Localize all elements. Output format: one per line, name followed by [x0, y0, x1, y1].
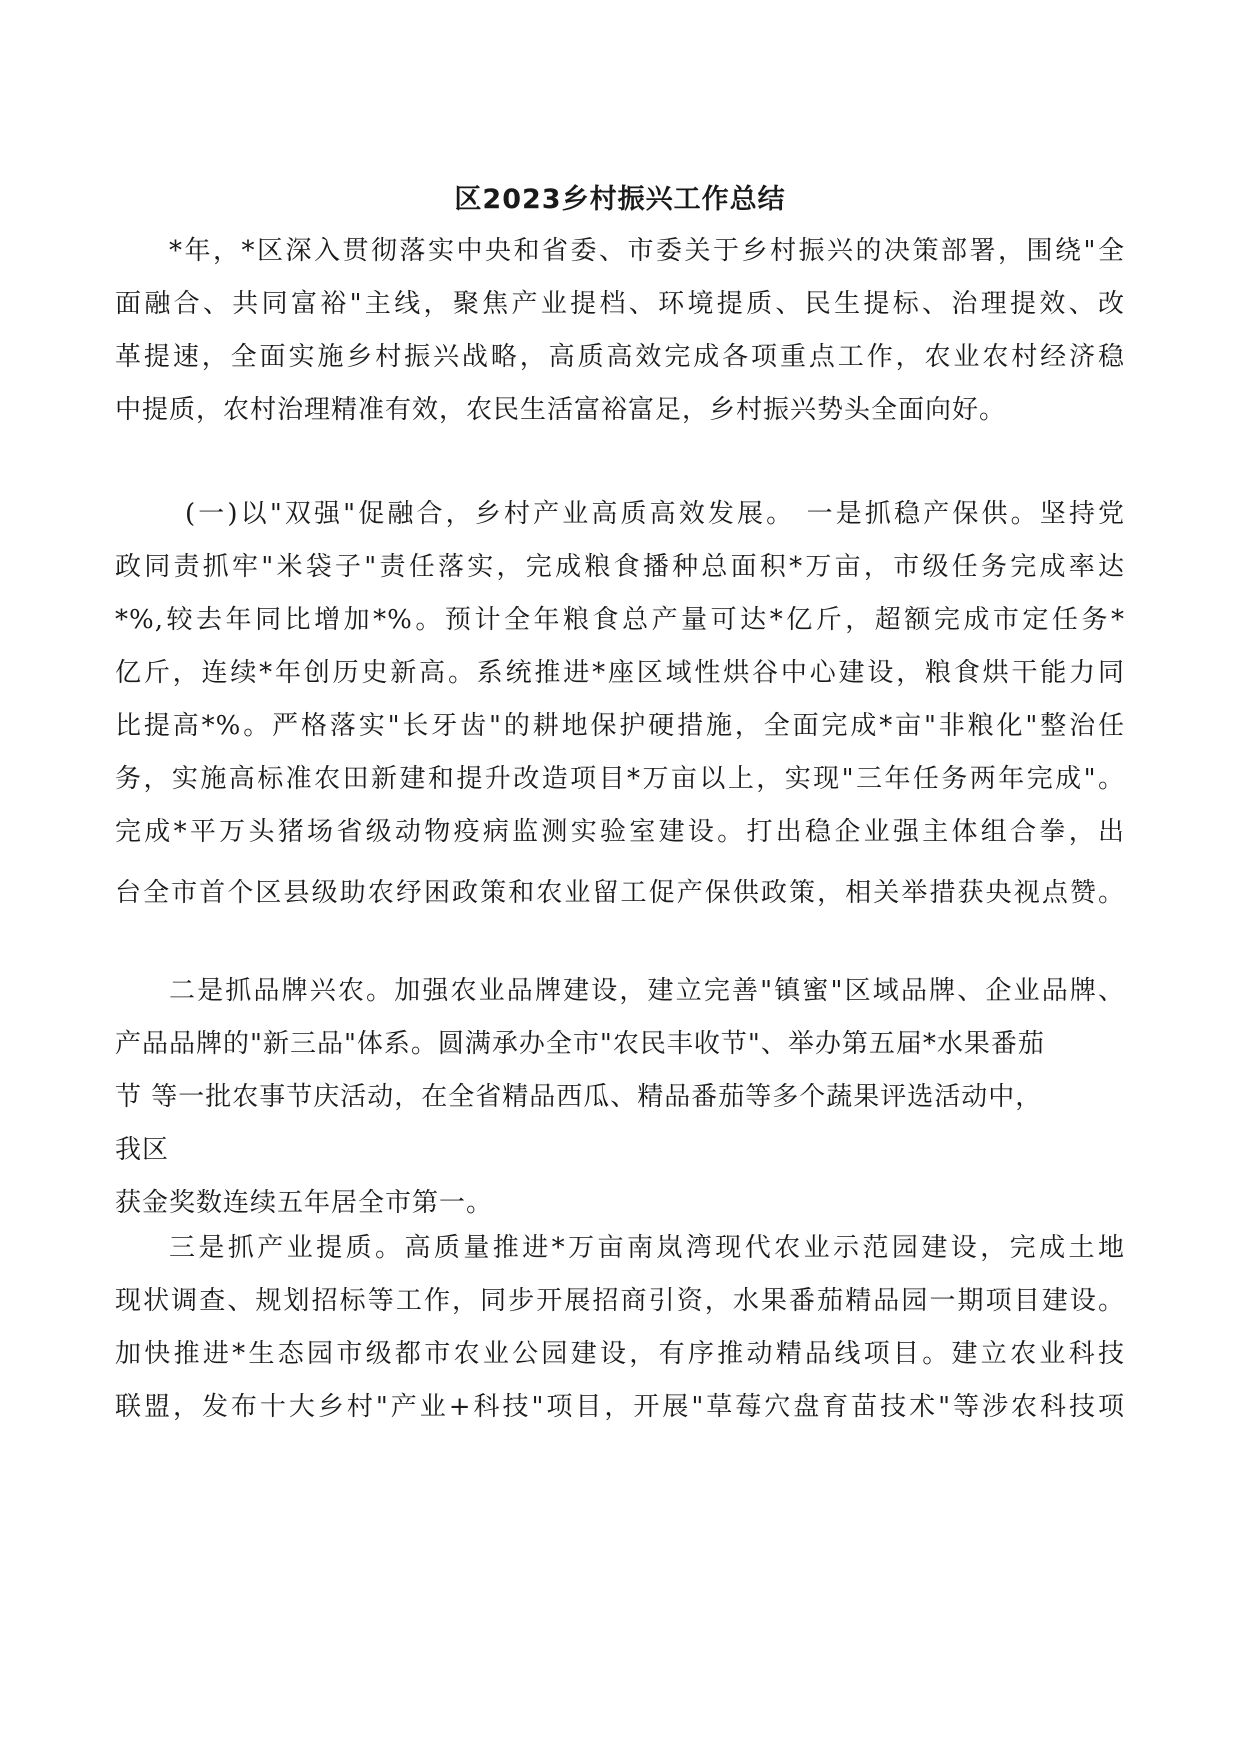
text-line: 中提质，农村治理精准有效，农民生活富裕富足，乡村振兴势头全面向好。: [115, 395, 1007, 425]
text-line: 亿斤，连续*年创历史新高。系统推进*座区域性烘谷中心建设，粮食烘干能力同: [115, 658, 1125, 688]
text-line: 加快推进*生态园市级都市农业公园建设，有序推动精品线项目。建立农业科技: [115, 1339, 1125, 1369]
text-line: 政同责抓牢"米袋子"责任落实，完成粮食播种总面积*万亩，市级任务完成率达: [115, 552, 1125, 582]
paragraph-industry: [115, 1222, 1125, 1434]
text-line: 节 等一批农事节庆活动，在全省精品西瓜、精品番茄等多个蔬果评选活动中，: [115, 1082, 1043, 1112]
text-line: 我区: [115, 1135, 170, 1165]
text-line: 三是抓产业提质。高质量推进*万亩南岚湾现代农业示范园建设，完成土地: [169, 1233, 1125, 1263]
document-title: 区2023乡村振兴工作总结: [454, 184, 786, 215]
text-line: 现状调查、规划招标等工作，同步开展招商引资，水果番茄精品园一期项目建设。: [115, 1286, 1125, 1316]
text-line: *%,较去年同比增加*%。预计全年粮食总产量可达*亿斤，超额完成市定任务*: [115, 605, 1125, 635]
text-line: 获金奖数连续五年居全市第一。: [115, 1188, 494, 1218]
text-line: 二是抓品牌兴农。加强农业品牌建设，建立完善"镇蜜"区域品牌、企业品牌、: [169, 976, 1125, 1006]
paragraph-section-1: [115, 488, 1125, 920]
paragraph-intro: [115, 225, 1125, 437]
text-line: 产品品牌的"新三品"体系。圆满承办全市"农民丰收节"、举办第五届*水果番茄: [115, 1029, 1045, 1059]
text-line: 联盟，发布十大乡村"产业+科技"项目，开展"草莓穴盘育苗技术"等涉农科技项: [115, 1392, 1125, 1422]
text-line: (一)以"双强"促融合，乡村产业高质高效发展。 一是抓稳产保供。坚持党: [185, 499, 1125, 529]
text-line: 比提高*%。严格落实"长牙齿"的耕地保护硬措施，全面完成*亩"非粮化"整治任: [115, 711, 1125, 741]
text-line: *年，*区深入贯彻落实中央和省委、市委关于乡村振兴的决策部署，围绕"全: [169, 236, 1125, 266]
text-line: 务，实施高标准农田新建和提升改造项目*万亩以上，实现"三年任务两年完成"。: [115, 764, 1125, 794]
text-line: 面融合、共同富裕"主线，聚焦产业提档、环境提质、民生提标、治理提效、改: [115, 289, 1125, 319]
text-line: 革提速，全面实施乡村振兴战略，高质高效完成各项重点工作，农业农村经济稳: [115, 342, 1125, 372]
text-line: 台全市首个区县级助农纾困政策和农业留工促产保供政策，相关举措获央视点赞。: [115, 878, 1125, 908]
paragraph-brand: [115, 965, 1125, 1230]
text-line: 完成*平万头猪场省级动物疫病监测实验室建设。打出稳企业强主体组合拳，出: [115, 817, 1125, 847]
